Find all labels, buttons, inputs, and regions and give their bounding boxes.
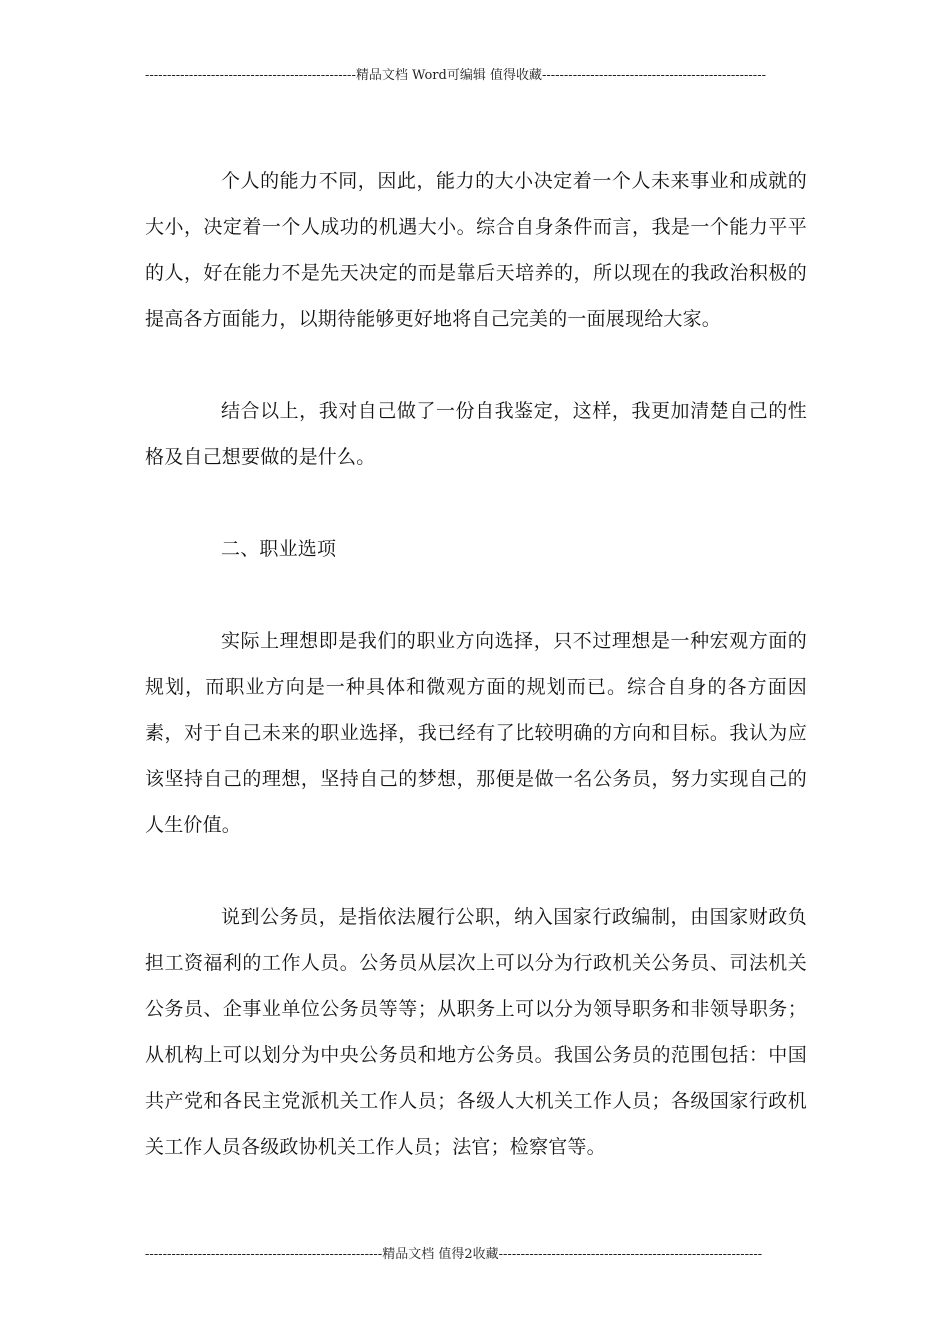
page-number-value: 2 bbox=[464, 1247, 473, 1262]
footer-text-after: 收藏 bbox=[472, 1247, 499, 1262]
page-footer bbox=[145, 1246, 805, 1264]
section-heading-career-options: 二、职业选项 bbox=[221, 538, 337, 560]
footer-left-rule: ------------------------------------------------------ bbox=[145, 1247, 383, 1262]
page-number bbox=[464, 1246, 472, 1264]
header-text: 精品文档 Word可编辑 值得收藏 bbox=[355, 68, 542, 83]
paragraph-civil-servant: 说到公务员，是指依法履行公职，纳入国家行政编制，由国家财政负担工资福利的工作人员。公务员从层次上可以分为行政机关公务员、司法机关公务员、企事业单位公务员等等；从职务上可以分为领导职务和非领导职务；从机构上可以划分为中央公务员和地方公务员。我国公务员的范围包括：中国共产党和各民主党派机关工作人员；各级人大机关工作人员；各级国家行政机关工作人员各级政协机关工作人员；法官；检察官等。 bbox=[145, 906, 807, 1158]
document-body bbox=[145, 158, 807, 1216]
paragraph-ability: 个人的能力不同，因此，能力的大小决定着一个人未来事业和成就的大小，决定着一个人成功的机遇大小。综合自身条件而言，我是一个能力平平的人，好在能力不是先天决定的而是靠后天培养的，所以现在的我政治积极的提高各方面能力，以期待能够更好地将自己完美的一面展现给大家。 bbox=[145, 170, 807, 330]
header-left-rule: ------------------------------------------------ bbox=[145, 68, 356, 83]
footer-right-rule: ------------------------------------------------------------ bbox=[498, 1247, 763, 1262]
page-header bbox=[145, 67, 805, 85]
footer-text-before: 精品文档 值得 bbox=[382, 1247, 465, 1262]
header-right-rule: --------------------------------------------------- bbox=[541, 68, 766, 83]
paragraph-career-direction: 实际上理想即是我们的职业方向选择，只不过理想是一种宏观方面的规划，而职业方向是一种具体和微观方面的规划而已。综合自身的各方面因素，对于自己未来的职业选择，我已经有了比较明确的方向和目标。我认为应该坚持自己的理想，坚持自己的梦想，那便是做一名公务员，努力实现自己的人生价值。 bbox=[145, 630, 807, 836]
paragraph-self-assessment: 结合以上，我对自己做了一份自我鉴定，这样，我更加清楚自己的性格及自己想要做的是什么。 bbox=[145, 400, 807, 468]
